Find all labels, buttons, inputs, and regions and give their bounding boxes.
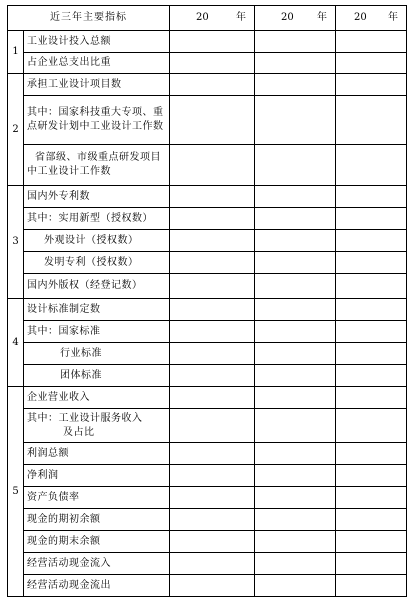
data-cell[interactable] (336, 252, 407, 274)
data-cell[interactable] (336, 74, 407, 96)
table-row (8, 575, 407, 597)
year-num-1: 20 (196, 12, 209, 23)
data-cell[interactable] (170, 145, 255, 186)
year-header-1 (170, 6, 255, 31)
row-label: 经营活动现金流出 (24, 575, 170, 597)
data-cell[interactable] (255, 487, 336, 509)
data-cell[interactable] (336, 96, 407, 145)
data-cell[interactable] (255, 509, 336, 531)
row-label: 其中：实用新型（授权数） (24, 208, 170, 230)
group-index-4: 4 (8, 299, 24, 387)
data-cell[interactable] (170, 509, 255, 531)
data-cell[interactable] (255, 321, 336, 343)
data-cell[interactable] (336, 321, 407, 343)
data-cell[interactable] (336, 230, 407, 252)
data-cell[interactable] (255, 53, 336, 74)
row-label: 占企业总支出比重 (24, 53, 170, 74)
data-cell[interactable] (170, 575, 255, 597)
row-label: 发明专利（授权数） (24, 252, 170, 274)
data-cell[interactable] (336, 465, 407, 487)
data-cell[interactable] (336, 575, 407, 597)
row-label: 经营活动现金流入 (24, 553, 170, 575)
data-cell[interactable] (336, 208, 407, 230)
year-unit-2: 年 (317, 12, 327, 23)
table-row (8, 53, 407, 74)
data-cell[interactable] (255, 145, 336, 186)
row-label-line-2: 及占比 (63, 426, 95, 438)
indicator-table (7, 5, 407, 597)
data-cell[interactable] (255, 96, 336, 145)
row-label: 团体标准 (24, 365, 170, 387)
data-cell[interactable] (255, 465, 336, 487)
row-label-line-1: 其中：工业设计服务收入 (27, 412, 143, 424)
data-cell[interactable] (170, 531, 255, 553)
table-row (8, 321, 407, 343)
year-header-2 (255, 6, 336, 31)
table-row (8, 145, 407, 186)
row-label: 行业标准 (24, 343, 170, 365)
table-row (8, 230, 407, 252)
data-cell[interactable] (255, 31, 336, 53)
data-cell[interactable] (336, 53, 407, 74)
data-cell[interactable] (170, 252, 255, 274)
table-row (8, 365, 407, 387)
table-row (8, 509, 407, 531)
year-unit-1: 年 (236, 12, 246, 23)
data-cell[interactable] (336, 531, 407, 553)
row-label: 现金的期初余额 (24, 509, 170, 531)
data-cell[interactable] (170, 465, 255, 487)
table-row (8, 531, 407, 553)
data-cell[interactable] (336, 365, 407, 387)
data-cell[interactable] (255, 230, 336, 252)
table-row (8, 387, 407, 409)
data-cell[interactable] (255, 443, 336, 465)
data-cell[interactable] (170, 299, 255, 321)
data-cell[interactable] (255, 365, 336, 387)
row-label: 企业营业收入 (24, 387, 170, 409)
table-row (8, 96, 407, 145)
table-row (8, 409, 407, 443)
data-cell[interactable] (170, 387, 255, 409)
table-row (8, 553, 407, 575)
data-cell[interactable] (170, 74, 255, 96)
data-cell[interactable] (170, 487, 255, 509)
data-cell[interactable] (255, 274, 336, 299)
data-cell[interactable] (336, 145, 407, 186)
data-cell[interactable] (170, 274, 255, 299)
data-cell[interactable] (255, 575, 336, 597)
data-cell[interactable] (255, 208, 336, 230)
data-cell[interactable] (336, 443, 407, 465)
header-row (8, 6, 407, 31)
row-label: 工业设计投入总额 (24, 31, 170, 53)
row-label: 现金的期末余额 (24, 531, 170, 553)
header-title: 近三年主要指标 (8, 6, 170, 31)
year-unit-3: 年 (388, 12, 398, 23)
row-label: 资产负债率 (24, 487, 170, 509)
data-cell[interactable] (336, 186, 407, 208)
data-cell[interactable] (336, 387, 407, 409)
data-cell[interactable] (255, 74, 336, 96)
table-row (8, 74, 407, 96)
data-cell[interactable] (336, 553, 407, 575)
data-cell[interactable] (170, 53, 255, 74)
table-row (8, 299, 407, 321)
group-index-5: 5 (8, 387, 24, 597)
data-cell[interactable] (170, 186, 255, 208)
data-cell[interactable] (255, 343, 336, 365)
year-num-3: 20 (354, 12, 367, 23)
table-row (8, 208, 407, 230)
data-cell[interactable] (170, 321, 255, 343)
data-cell[interactable] (336, 31, 407, 53)
year-num-2: 20 (281, 12, 294, 23)
data-cell[interactable] (336, 274, 407, 299)
data-cell[interactable] (255, 252, 336, 274)
table-row (8, 487, 407, 509)
data-cell[interactable] (170, 553, 255, 575)
data-cell[interactable] (170, 365, 255, 387)
data-cell[interactable] (255, 387, 336, 409)
data-cell[interactable] (170, 31, 255, 53)
table-row (8, 31, 407, 53)
row-label: 其中：国家科技重大专项、重点研发计划中工业设计工作数 (24, 96, 170, 145)
row-label: 省部级、市级重点研发项目中工业设计工作数 (24, 145, 170, 186)
row-label: 其中：国家标准 (24, 321, 170, 343)
data-cell[interactable] (336, 487, 407, 509)
data-cell[interactable] (170, 208, 255, 230)
group-index-2: 2 (8, 74, 24, 186)
table-row (8, 252, 407, 274)
data-cell[interactable] (170, 343, 255, 365)
group-index-3: 3 (8, 186, 24, 299)
row-label: 国内外专利数 (24, 186, 170, 208)
data-cell[interactable] (170, 96, 255, 145)
data-cell[interactable] (170, 443, 255, 465)
group-index-1: 1 (8, 31, 24, 74)
data-cell[interactable] (336, 299, 407, 321)
data-cell[interactable] (336, 509, 407, 531)
row-label: 净利润 (24, 465, 170, 487)
data-cell[interactable] (170, 409, 255, 443)
data-cell[interactable] (255, 409, 336, 443)
table-row (8, 465, 407, 487)
row-label: 承担工业设计项目数 (24, 74, 170, 96)
year-header-3 (336, 6, 407, 31)
row-label (24, 409, 170, 443)
data-cell[interactable] (336, 409, 407, 443)
row-label: 外观设计（授权数） (24, 230, 170, 252)
data-cell[interactable] (255, 299, 336, 321)
row-label: 利润总额 (24, 443, 170, 465)
row-label: 国内外版权（经登记数） (24, 274, 170, 299)
data-cell[interactable] (255, 553, 336, 575)
data-cell[interactable] (255, 186, 336, 208)
table-row (8, 186, 407, 208)
data-cell[interactable] (170, 230, 255, 252)
row-label: 设计标准制定数 (24, 299, 170, 321)
table-row (8, 343, 407, 365)
table-row (8, 443, 407, 465)
data-cell[interactable] (336, 343, 407, 365)
table-row (8, 274, 407, 299)
data-cell[interactable] (255, 531, 336, 553)
